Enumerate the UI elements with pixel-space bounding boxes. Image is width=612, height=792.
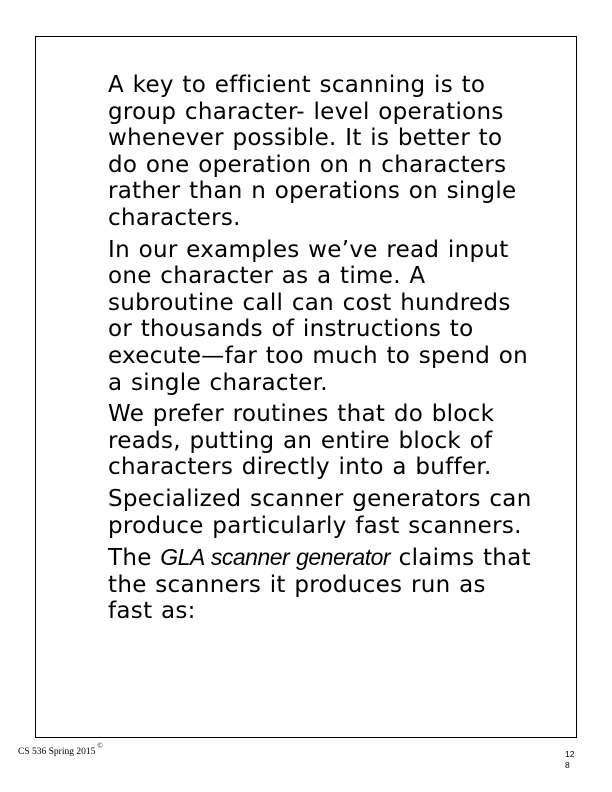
copyright-icon: ©: [97, 742, 103, 750]
page-number-line-2: 8: [565, 760, 570, 770]
paragraph-scanner-generators: Specialized scanner generators can produce particularly fast scanners.: [108, 485, 532, 539]
paragraph-subroutine-cost: In our examples we’ve read input one character as a time. A subroutine call can cost hundreds or thousands of instructions to execute—far too much to spend on a single character.: [108, 236, 529, 396]
page-number: [565, 749, 574, 771]
page-number-line-1: 12: [565, 749, 575, 759]
course-label: CS 536 Spring 2015: [18, 747, 96, 757]
paragraph-block-reads: We prefer routines that do block reads, putting an entire block of characters directly into a buffer.: [108, 401, 495, 481]
slide-body: [108, 72, 538, 630]
gla-trailing-text: claims that the scanners it produces run as fast as:: [108, 545, 531, 625]
gla-lead-text: The: [108, 545, 161, 572]
gla-scanner-generator-term: GLA scanner generator: [160, 544, 391, 571]
paragraph-efficient-scanning: A key to efficient scanning is to group character- level operations whenever possible. It is better to do one operation on n characters rather than n operations on single characters.: [108, 72, 517, 231]
paragraph-gla-claim: [108, 544, 538, 625]
footer-course: [18, 742, 103, 757]
